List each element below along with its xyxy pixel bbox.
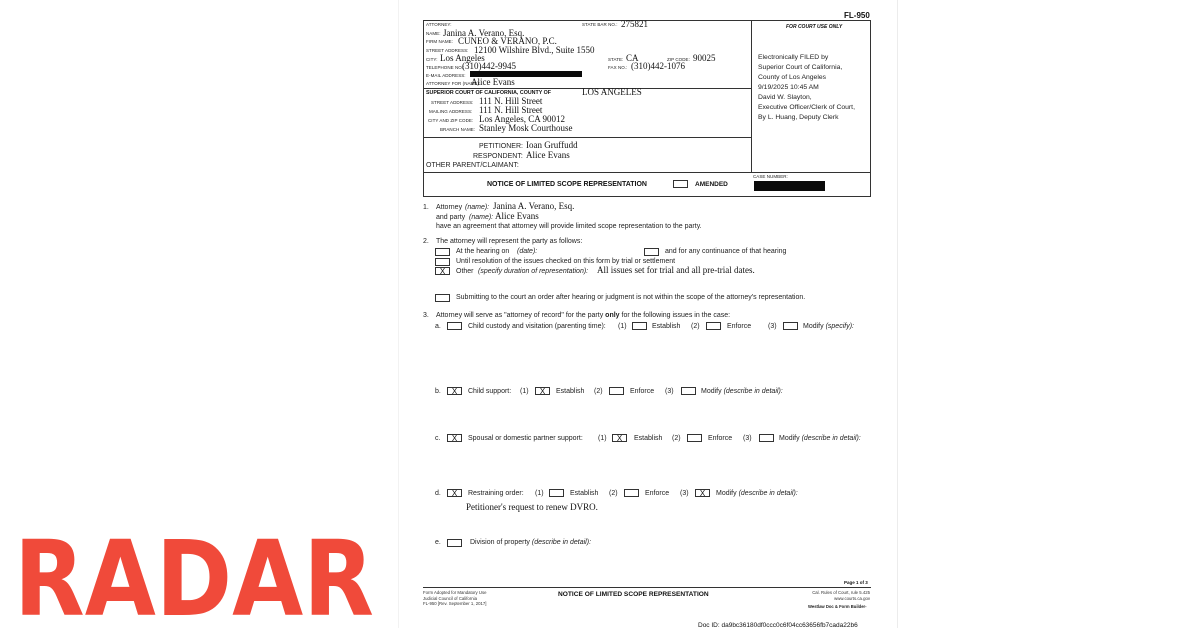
court-branch-label: BRANCH NAME: bbox=[440, 127, 476, 132]
spousal-support-describe-hint: (describe in detail): bbox=[801, 435, 861, 442]
state-bar-number: 275821 bbox=[621, 19, 648, 29]
radar-logo-text: RADAR bbox=[14, 518, 374, 629]
footer-left-line: FL-950 [Rev. September 1, 2017] bbox=[423, 601, 487, 606]
state-label: STATE: bbox=[608, 57, 624, 62]
item-1-attorney-name: Janina A. Verano, Esq. bbox=[493, 201, 575, 211]
filing-stamp-line: 9/19/2025 10:45 AM bbox=[758, 84, 819, 91]
spousal-support-n1: (1) bbox=[598, 435, 607, 442]
spousal-support-n3: (3) bbox=[743, 435, 752, 442]
restraining-order-n3: (3) bbox=[680, 490, 689, 497]
attorney-zip: 90025 bbox=[693, 53, 716, 63]
court-mailing-label: MAILING ADDRESS: bbox=[429, 109, 473, 114]
westlaw-credit: Westlaw Doc & Form Builder- bbox=[808, 604, 867, 609]
restraining-order-label: Restraining order: bbox=[468, 490, 524, 497]
other-parent-label: OTHER PARENT/CLAIMANT: bbox=[426, 162, 519, 169]
child-support-modify-text: Modify bbox=[701, 388, 722, 395]
hearing-label: At the hearing on bbox=[456, 248, 510, 255]
court-cityzip: Los Angeles, CA 90012 bbox=[479, 114, 566, 124]
child-support-checkbox[interactable]: X bbox=[447, 387, 462, 395]
spousal-support-modify-checkbox[interactable] bbox=[759, 434, 774, 442]
firm-label: FIRM NAME: bbox=[426, 39, 453, 44]
spousal-support-n2: (2) bbox=[672, 435, 681, 442]
item-3-number: 3. bbox=[423, 312, 429, 319]
hearing-checkbox[interactable] bbox=[435, 248, 450, 256]
child-support-modify-label bbox=[701, 388, 783, 395]
other-duration-checkbox[interactable]: X bbox=[435, 267, 450, 275]
custody-modify-label bbox=[803, 323, 854, 330]
property-describe-hint: (describe in detail): bbox=[531, 539, 592, 546]
item-3d-letter: d. bbox=[435, 490, 441, 497]
item-3-intro bbox=[436, 312, 730, 319]
name-label: NAME: bbox=[426, 31, 441, 36]
item-1-name-hint-2: (name): bbox=[469, 214, 494, 221]
city-label: CITY: bbox=[426, 57, 438, 62]
attorney-state: CA bbox=[626, 53, 639, 63]
court-form-page bbox=[398, 0, 898, 628]
attorney-city: Los Angeles bbox=[440, 53, 485, 63]
filing-stamp bbox=[758, 53, 855, 123]
restraining-order-enforce-label: Enforce bbox=[645, 490, 670, 497]
restraining-order-describe-hint: (describe in detail): bbox=[738, 490, 798, 497]
custody-specify-hint: (specify): bbox=[825, 323, 854, 330]
item-1-party-prefix: and party bbox=[436, 214, 466, 221]
court-street-label: STREET ADDRESS: bbox=[431, 100, 474, 105]
item-3-intro-b: for the following issues in the case: bbox=[621, 312, 731, 319]
child-support-n2: (2) bbox=[594, 388, 603, 395]
attorney-heading: ATTORNEY: bbox=[426, 22, 452, 27]
child-support-enforce-label: Enforce bbox=[630, 388, 655, 395]
property-label bbox=[470, 539, 591, 546]
item-3c-letter: c. bbox=[435, 435, 441, 442]
submitting-label: Submitting to the court an order after hearing or judgment is not within the scope of the attorney's representation. bbox=[456, 294, 806, 301]
filing-stamp-line: Electronically FILED by bbox=[758, 54, 829, 61]
petitioner-name: Ioan Gruffudd bbox=[526, 140, 578, 150]
child-support-establish-checkbox[interactable]: X bbox=[535, 387, 550, 395]
child-support-describe-hint: (describe in detail): bbox=[723, 388, 783, 395]
doc-id: Doc ID: da9bc36180df0ccc0c6f04cc63656fb7cada22b6 bbox=[698, 622, 858, 629]
other-duration-hint: (specify duration of representation): bbox=[478, 268, 589, 275]
state-bar-label: STATE BAR NO.: bbox=[582, 22, 618, 27]
case-number-redaction bbox=[754, 181, 825, 191]
custody-establish-checkbox[interactable] bbox=[632, 322, 647, 330]
until-resolution-checkbox[interactable] bbox=[435, 258, 450, 266]
footer-left-line: Judicial Council of California bbox=[423, 595, 477, 601]
filing-stamp-line: David W. Slayton, bbox=[758, 94, 812, 101]
restraining-order-n1: (1) bbox=[535, 490, 544, 497]
spousal-support-establish-label: Establish bbox=[634, 435, 663, 442]
fax-label: FAX NO.: bbox=[608, 65, 628, 70]
item-1-number: 1. bbox=[423, 204, 429, 211]
custody-enforce-checkbox[interactable] bbox=[706, 322, 721, 330]
item-3-intro-a: Attorney will serve as "attorney of record" for the party bbox=[436, 312, 604, 319]
court-county: LOS ANGELES bbox=[582, 87, 642, 97]
attorney-for-name: Alice Evans bbox=[471, 77, 515, 87]
spousal-support-enforce-checkbox[interactable] bbox=[687, 434, 702, 442]
restraining-order-modify-checkbox[interactable]: X bbox=[695, 489, 710, 497]
filing-stamp-line: By L. Huang, Deputy Clerk bbox=[758, 114, 839, 121]
item-3b-letter: b. bbox=[435, 388, 441, 395]
spousal-support-label: Spousal or domestic partner support: bbox=[468, 435, 583, 442]
child-support-modify-checkbox[interactable] bbox=[681, 387, 696, 395]
court-heading: SUPERIOR COURT OF CALIFORNIA, COUNTY OF bbox=[426, 90, 551, 96]
amended-checkbox[interactable] bbox=[673, 180, 688, 188]
phone-label: TELEPHONE NO.: bbox=[426, 65, 465, 70]
footer-right-line: Cal. Rules of Court, rule 5.425 bbox=[812, 590, 870, 595]
spousal-support-establish-checkbox[interactable]: X bbox=[612, 434, 627, 442]
custody-label: Child custody and visitation (parenting time): bbox=[468, 323, 606, 330]
item-3-only: only bbox=[605, 312, 620, 319]
restraining-order-modify-text: Modify bbox=[716, 490, 737, 497]
filing-stamp-line: Superior Court of California, bbox=[758, 64, 843, 71]
child-support-label: Child support: bbox=[468, 388, 512, 395]
custody-modify-text: Modify bbox=[803, 323, 824, 330]
continuance-checkbox[interactable] bbox=[644, 248, 659, 256]
item-1-agreement: have an agreement that attorney will provide limited scope representation to the party. bbox=[436, 223, 702, 230]
email-label: E-MAIL ADDRESS: bbox=[426, 73, 466, 78]
attorney-phone: (310)442-9945 bbox=[462, 61, 516, 71]
submitting-checkbox[interactable] bbox=[435, 294, 450, 302]
attorney-street: 12100 Wilshire Blvd., Suite 1550 bbox=[474, 45, 595, 55]
spousal-support-modify-text: Modify bbox=[779, 435, 800, 442]
spousal-support-modify-label bbox=[779, 435, 861, 442]
custody-n1: (1) bbox=[618, 323, 627, 330]
court-mailing: 111 N. Hill Street bbox=[479, 105, 543, 115]
court-use-heading: FOR COURT USE ONLY bbox=[786, 24, 843, 30]
court-street: 111 N. Hill Street bbox=[479, 96, 543, 106]
property-label-text: Division of property bbox=[470, 539, 530, 546]
other-label: Other bbox=[456, 268, 474, 275]
restraining-order-checkbox[interactable]: X bbox=[447, 489, 462, 497]
case-number-label: CASE NUMBER: bbox=[753, 174, 788, 179]
child-support-n3: (3) bbox=[665, 388, 674, 395]
firm-name: CUNEO & VERANO, P.C. bbox=[458, 36, 557, 46]
footer-right bbox=[779, 590, 870, 601]
petitioner-label: PETITIONER: bbox=[479, 143, 523, 150]
custody-establish-label: Establish bbox=[652, 323, 681, 330]
continuance-label: and for any continuance of that hearing bbox=[665, 248, 787, 255]
zip-label: ZIP CODE: bbox=[667, 57, 690, 62]
restraining-order-establish-checkbox[interactable] bbox=[549, 489, 564, 497]
attorney-for-label: ATTORNEY FOR (NAME): bbox=[426, 81, 481, 86]
custody-n3: (3) bbox=[768, 323, 777, 330]
item-2-intro: The attorney will represent the party as follows: bbox=[436, 238, 583, 245]
filing-stamp-line: Executive Officer/Clerk of Court, bbox=[758, 104, 855, 111]
restraining-order-detail: Petitioner's request to renew DVRO. bbox=[466, 502, 598, 512]
custody-checkbox[interactable] bbox=[447, 322, 462, 330]
respondent-name: Alice Evans bbox=[526, 150, 570, 160]
radar-logo bbox=[10, 518, 380, 629]
court-cityzip-label: CITY AND ZIP CODE: bbox=[428, 118, 474, 123]
custody-n2: (2) bbox=[691, 323, 700, 330]
custody-modify-checkbox[interactable] bbox=[783, 322, 798, 330]
item-1-attorney-prefix: Attorney bbox=[436, 204, 463, 211]
respondent-label: RESPONDENT: bbox=[473, 153, 523, 160]
street-label: STREET ADDRESS: bbox=[426, 48, 469, 53]
property-checkbox[interactable] bbox=[447, 539, 462, 547]
footer-left bbox=[423, 590, 487, 607]
other-duration-value: All issues set for trial and all pre-trial dates. bbox=[597, 265, 755, 275]
restraining-order-n2: (2) bbox=[609, 490, 618, 497]
item-1-party-name: Alice Evans bbox=[495, 211, 539, 221]
restraining-order-enforce-checkbox[interactable] bbox=[624, 489, 639, 497]
custody-enforce-label: Enforce bbox=[727, 323, 752, 330]
attorney-fax: (310)442-1076 bbox=[631, 61, 685, 71]
attorney-name: Janina A. Verano, Esq. bbox=[443, 28, 525, 38]
footer-left-line: Form Adopted for Mandatory Use bbox=[423, 590, 487, 595]
restraining-order-establish-label: Establish bbox=[570, 490, 599, 497]
spousal-support-enforce-label: Enforce bbox=[708, 435, 733, 442]
page-number: Page 1 of 3 bbox=[844, 580, 868, 585]
form-number: FL-950 bbox=[844, 11, 870, 20]
child-support-enforce-checkbox[interactable] bbox=[609, 387, 624, 395]
child-support-establish-label: Establish bbox=[556, 388, 585, 395]
restraining-order-modify-label bbox=[716, 490, 798, 497]
item-1-name-hint: (name): bbox=[465, 204, 490, 211]
until-resolution-label: Until resolution of the issues checked on this form by trial or settlement bbox=[456, 258, 676, 265]
spousal-support-checkbox[interactable]: X bbox=[447, 434, 462, 442]
filing-stamp-line: County of Los Angeles bbox=[758, 74, 827, 81]
amended-label: AMENDED bbox=[695, 181, 728, 188]
footer-title: NOTICE OF LIMITED SCOPE REPRESENTATION bbox=[558, 591, 709, 598]
item-3a-letter: a. bbox=[435, 323, 441, 330]
item-2-number: 2. bbox=[423, 238, 429, 245]
form-title: NOTICE OF LIMITED SCOPE REPRESENTATION bbox=[487, 181, 647, 188]
child-support-n1: (1) bbox=[520, 388, 529, 395]
court-branch: Stanley Mosk Courthouse bbox=[479, 123, 573, 133]
footer-right-line: www.courts.ca.gov bbox=[834, 595, 870, 601]
item-3e-letter: e. bbox=[435, 539, 441, 546]
hearing-date-hint: (date): bbox=[517, 248, 538, 255]
